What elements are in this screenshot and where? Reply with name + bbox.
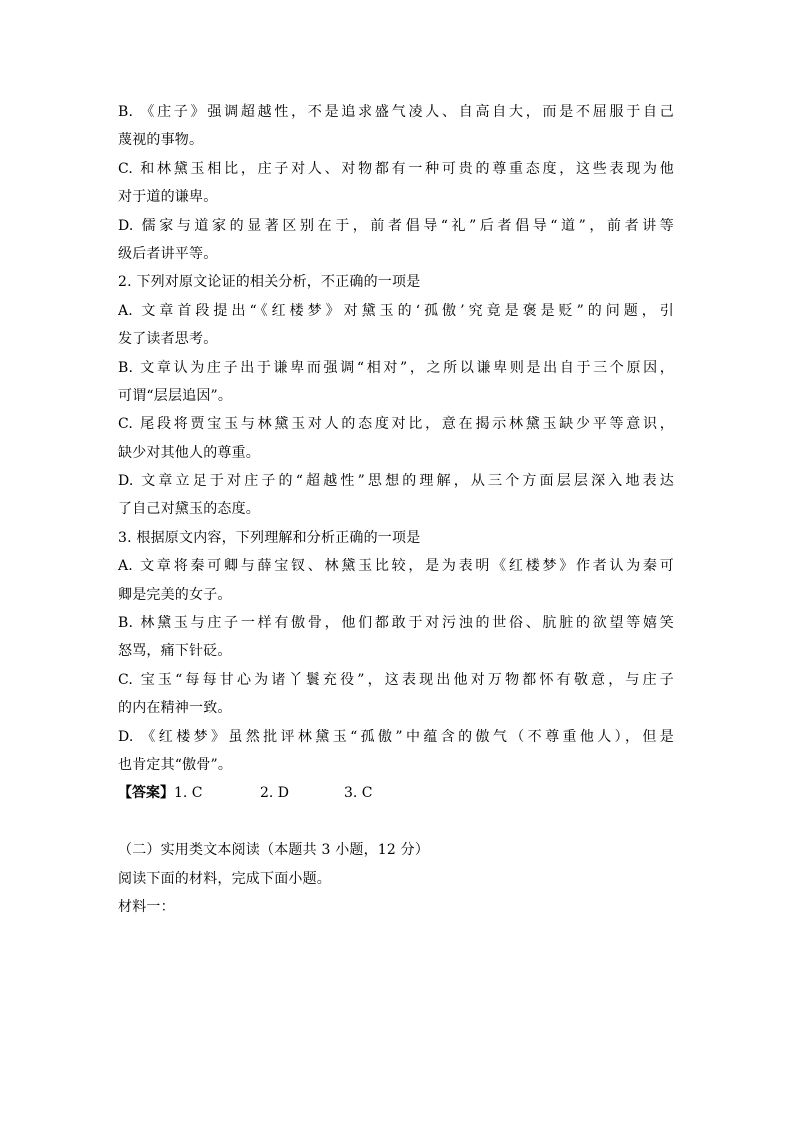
q3-option-a xyxy=(118,552,674,609)
q3-option-d xyxy=(118,723,674,780)
q1-option-d xyxy=(118,212,674,269)
answer-item: 2. D xyxy=(260,785,290,802)
section-heading: （二）实用类文本阅读（本题共 3 小题，12 分） xyxy=(118,842,430,859)
spacer xyxy=(118,808,674,836)
q1-option-c xyxy=(118,155,674,212)
option-line: A. 文章将秦可卿与薛宝钗、林黛玉比较，是为表明《红楼梦》作者认为秦可 xyxy=(118,558,674,575)
option-line: B. 《庄子》强调超越性，不是追求盛气凌人、自高自大，而是不屈服于自己 xyxy=(118,104,674,120)
option-line: 的内在精神一致。 xyxy=(118,700,232,717)
option-line: D. 《红楼梦》虽然批评林黛玉“孤傲”中蕴含的傲气（不尊重他人），但是 xyxy=(118,728,674,745)
option-line: A. 文章首段提出“《红楼梦》对黛玉的‘孤傲’究竟是褒是贬”的问题，引 xyxy=(118,302,674,319)
option-line: 蔑视的事物。 xyxy=(118,132,204,149)
q2-option-c xyxy=(118,410,674,467)
option-line: 怒骂，痛下针砭。 xyxy=(118,643,232,660)
answer-item: 3. C xyxy=(344,785,373,802)
option-line: 了自己对黛玉的态度。 xyxy=(118,501,260,518)
q3-option-c xyxy=(118,666,674,723)
option-line: 级后者讲平等。 xyxy=(118,245,218,262)
section-instruction: 阅读下面的材料，完成下面小题。 xyxy=(118,870,331,887)
option-line: C. 和林黛玉相比，庄子对人、对物都有一种可贵的尊重态度，这些表现为他 xyxy=(118,160,674,177)
option-line: 缺少对其他人的尊重。 xyxy=(118,444,260,461)
q2-option-b xyxy=(118,354,674,411)
option-line: B. 文章认为庄子出于谦卑而强调“相对”，之所以谦卑则是出自于三个原因， xyxy=(118,359,674,376)
option-line: D. 儒家与道家的显著区别在于，前者倡导“礼”后者倡导“道”，前者讲等 xyxy=(118,217,674,234)
option-line: 发了读者思考。 xyxy=(118,331,218,348)
q2-stem: 2. 下列对原文论证的相关分析，不正确的一项是 xyxy=(118,274,421,291)
option-line: 卿是完美的女子。 xyxy=(118,586,232,603)
q1-option-b xyxy=(118,98,674,155)
q3-stem: 3. 根据原文内容，下列理解和分析正确的一项是 xyxy=(118,529,421,546)
option-line: D. 文章立足于对庄子的“超越性”思想的理解，从三个方面层层深入地表达 xyxy=(118,473,674,490)
answer-key xyxy=(118,779,674,807)
document-body xyxy=(118,98,674,921)
q2-option-d xyxy=(118,467,674,524)
answer-item: 1. C xyxy=(174,785,203,802)
option-line: C. 尾段将贾宝玉与林黛玉对人的态度对比，意在揭示林黛玉缺少平等意识， xyxy=(118,416,674,433)
q2-option-a xyxy=(118,297,674,354)
answer-label: 【答案】 xyxy=(118,785,174,802)
option-line: 对于道的谦卑。 xyxy=(118,189,218,206)
option-line: B. 林黛玉与庄子一样有傲骨，他们都敢于对污浊的世俗、肮脏的欲望等嬉笑 xyxy=(118,615,674,632)
option-line: C. 宝玉“每每甘心为诸丫鬟充役”，这表现出他对万物都怀有敬意，与庄子 xyxy=(118,671,674,688)
option-line: 也肯定其“傲骨”。 xyxy=(118,756,233,773)
option-line: 可谓“层层追因”。 xyxy=(118,387,233,404)
q3-option-b xyxy=(118,609,674,666)
material-label: 材料一： xyxy=(118,898,175,915)
